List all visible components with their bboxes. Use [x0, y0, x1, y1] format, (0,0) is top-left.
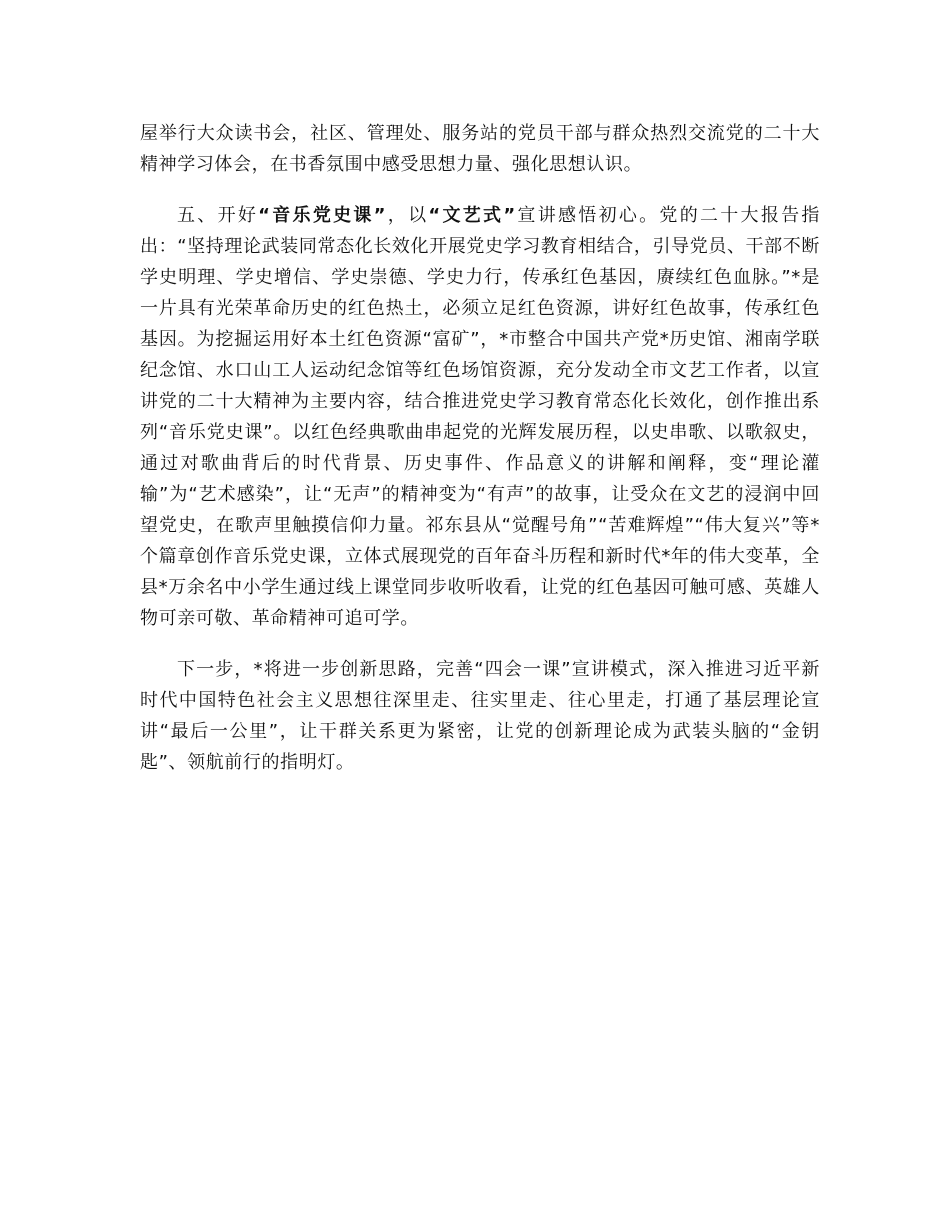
section-five-body: 宣讲感悟初心。党的二十大报告指出：“坚持理论武装同常态化长效化开展党史学习教育相结合，引导党员、干部不断学史明理、学史增信、学史崇德、学史力行，传承红色基因，赓续红色血脉。”*是一片具有光荣革命历史的红色热土，必须立足红色资源，讲好红色故事，传承红色基因。为挖掘运用好本土红色资源“富矿”，*市整合中国共产党*历史馆、湘南学联纪念馆、水口山工人运动纪念馆等红色场馆资源，充分发动全市文艺工作者，以宣讲党的二十大精神为主要内容，结合推进党史学习教育常态化长效化，创作推出系列“音乐党史课”。以红色经典歌曲串起党的光辉发展历程，以史串歌、以歌叙史，通过对歌曲背后的时代背景、历史事件、作品意义的讲解和阐释，变“理论灌输”为“艺术感染”，让“无声”的精神变为“有声”的故事，让受众在文艺的浸润中回望党史，在歌声里触摸信仰力量。祁东县从“觉醒号角”“苦难辉煌”“伟大复兴”等*个篇章创作音乐党史课，立体式展现党的百年奋斗历程和新时代*年的伟大变革，全县*万余名中小学生通过线上课堂同步收听收看，让党的红色基因可触可感、英雄人物可亲可敬、革命精神可追可学。	[140, 205, 820, 629]
paragraph-section-five	[140, 200, 820, 634]
section-five-bold-music-class: “音乐党史课”	[258, 205, 387, 226]
paragraph-next-step: 下一步，*将进一步创新思路，完善“四会一课”宣讲模式，深入推进习近平新时代中国特色社会主义思想往深里走、往实里走、往心里走，打通了基层理论宣讲“最后一公里”，让干群关系更为紧密，让党的创新理论成为武装头脑的“金钥匙”、领航前行的指明灯。	[140, 659, 820, 773]
document-body	[140, 118, 820, 778]
section-five-bold-art-style: “文艺式”	[428, 205, 516, 226]
paragraph-continuation: 屋举行大众读书会，社区、管理处、服务站的党员干部与群众热烈交流党的二十大精神学习体会，在书香氛围中感受思想力量、强化思想认识。	[140, 123, 820, 175]
section-five-connector: ，以	[386, 205, 429, 226]
section-five-lead: 五、开好	[177, 205, 259, 226]
